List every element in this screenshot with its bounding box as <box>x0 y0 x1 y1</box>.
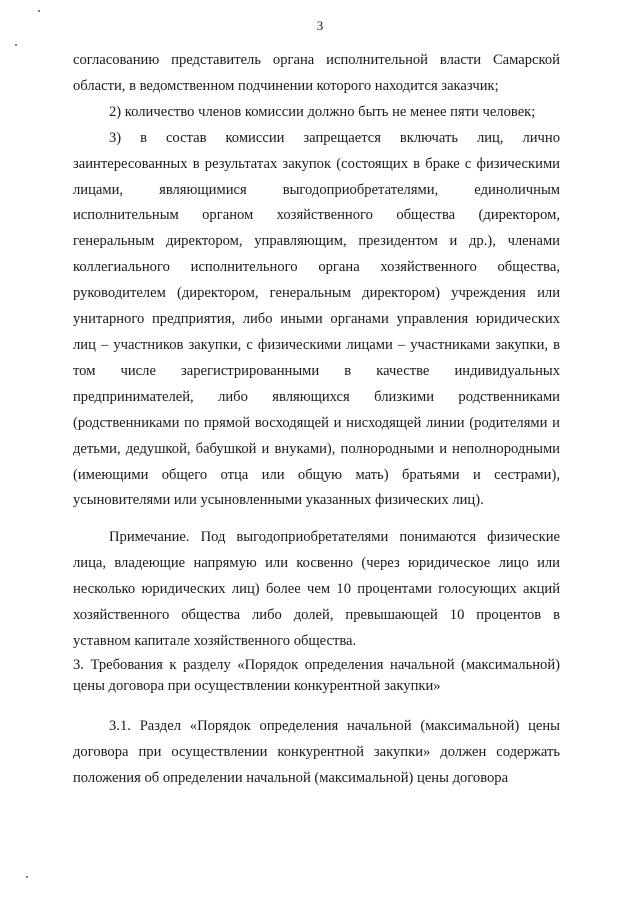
paragraph-note: Примечание. Под выгодоприобретателями понимаются физические лица, владеющие напрямую или косвенно (через юридическое лицо или несколько юридических лиц) более чем 10 процентами голосующих акций хозяйственного общества либо долей, превышающей 10 процентов в уставном капитале хозяйственного общества. <box>73 529 560 649</box>
scan-speck <box>38 10 40 12</box>
page-number: 3 <box>316 18 324 33</box>
paragraph-continuation: согласованию представитель органа исполнительной власти Самарской области, в ведомственном подчинении которого находится заказчик; <box>73 52 560 94</box>
section-3-heading: 3. Требования к разделу «Порядок определения начальной (максимальной) цены договора при осуществлении конкурентной закупки» <box>73 656 560 694</box>
paragraph-3-1: 3.1. Раздел «Порядок определения начальной (максимальной) цены договора при осуществлении конкурентной закупки» должен содержать положения об определении начальной (максимальной) цены договора <box>73 718 560 787</box>
scan-speck <box>26 876 28 878</box>
scan-speck <box>15 44 17 46</box>
paragraph-item-2: 2) количество членов комиссии должно быть не менее пяти человек; <box>109 103 536 120</box>
paragraph-item-3: 3) в состав комиссии запрещается включать лиц, лично заинтересованных в результатах закупок (состоящих в браке с физическими лицами, являющимися выгодоприобретателями, единоличным исполнительным органом хозяйственного общества (директором, генеральным директором, управляющим, президентом и др.), членами коллегиального исполнительного органа хозяйственного общества, руководителем (директором, генеральным директором) учреждения или унитарного предприятия, либо иными органами управления юридических лиц – участников закупки, с физическими лицами – участниками закупки, в том числе зарегистрированными в качестве индивидуальных предпринимателей, либо являющихся близкими родственниками (родственниками по прямой восходящей и нисходящей линии (родителями и детьми, дедушкой, бабушкой и внуками), полнородными и неполнородными (имеющими общего отца или общую мать) братьями и сестрами), усыновителями или усыновленными указанных физических лиц). <box>73 129 560 509</box>
document-body <box>73 48 560 792</box>
